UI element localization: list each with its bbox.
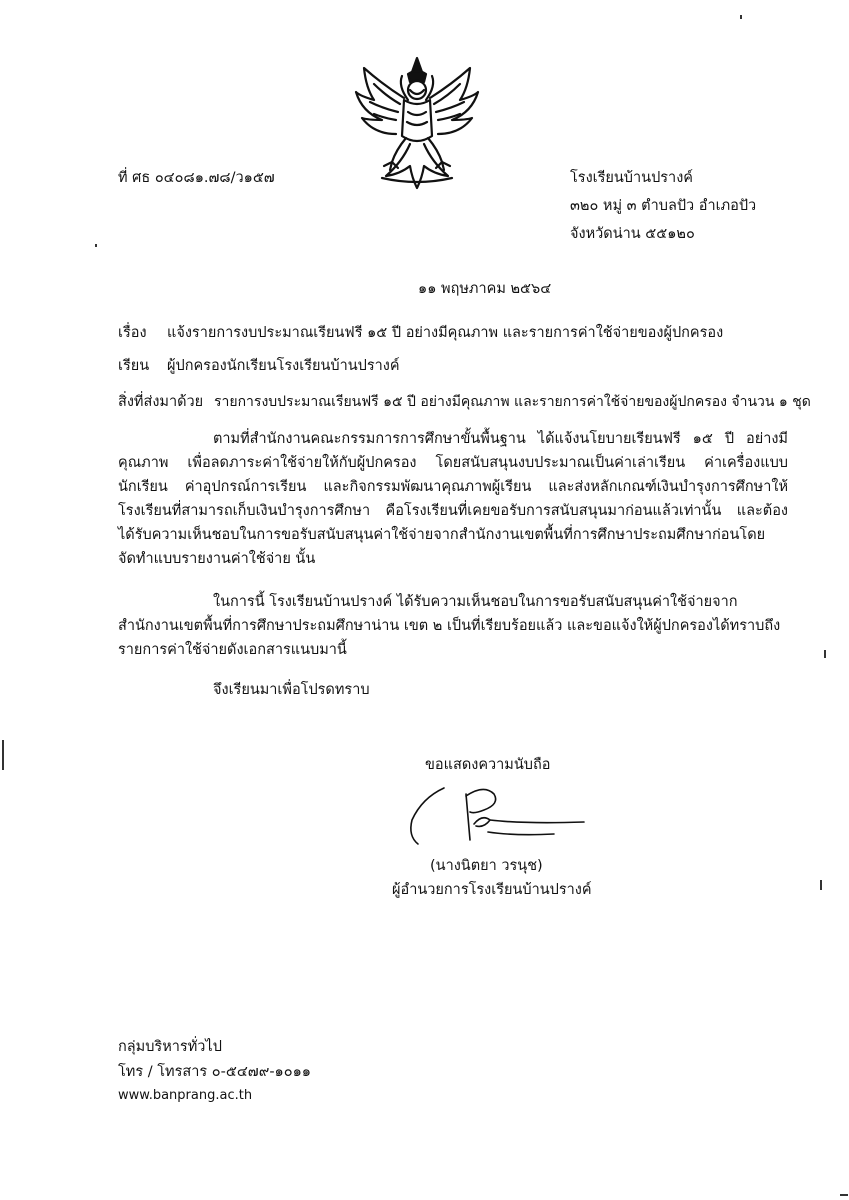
footer-phone-fax: โทร / โทรสาร ๐-๕๔๗๙-๑๐๑๑ [118, 1064, 312, 1080]
school-address-line: ๓๒๐ หมู่ ๓ ตำบลปัว อำเภอปัว [570, 198, 757, 214]
scan-speck [740, 15, 742, 19]
scan-speck [95, 244, 97, 247]
school-name: โรงเรียนบ้านปรางค์ [570, 170, 693, 186]
signer-name: (นางนิตยา วรนุช) [430, 858, 543, 874]
footer-department: กลุ่มบริหารทั่วไป [118, 1039, 222, 1055]
paragraph-line: สำนักงานเขตพื้นที่การศึกษาประถมศึกษาน่าน เขต ๒ เป็นที่เรียบร้อยแล้ว และขอแจ้งให้ผู้ปกครองได้ทราบถึง [118, 618, 781, 634]
school-province-line: จังหวัดน่าน ๕๕๑๒๐ [570, 226, 695, 242]
letter-date: ๑๑ พฤษภาคม ๒๕๖๔ [418, 281, 552, 297]
recipient-label: เรียน [118, 358, 150, 374]
paragraph-line: นักเรียน ค่าอุปกรณ์การเรียน และกิจกรรมพัฒนาคุณภาพผู้เรียน และส่งหลักเกณฑ์เงินบำรุงการศึกษาให้ [118, 479, 788, 495]
footer-website: www.banprang.ac.th [118, 1088, 253, 1103]
garuda-emblem-icon [352, 54, 482, 194]
paragraph-line: รายการค่าใช้จ่ายดังเอกสารแนบมานี้ [118, 642, 347, 658]
enclosure-text: รายการงบประมาณเรียนฟรี ๑๕ ปี อย่างมีคุณภาพ และรายการค่าใช้จ่ายของผู้ปกครอง จำนวน ๑ ชุด [214, 394, 811, 410]
paragraph-line: จัดทำแบบรายงานค่าใช้จ่าย นั้น [118, 551, 316, 567]
scan-speck [824, 650, 826, 658]
reference-number: ที่ ศธ ๐๔๐๘๑.๗๘/ว๑๕๗ [118, 170, 275, 186]
paragraph-line: ตามที่สำนักงานคณะกรรมการการศึกษาขั้นพื้นฐาน ได้แจ้งนโยบายเรียนฟรี ๑๕ ปี อย่างมี [213, 431, 788, 447]
paragraph-line: คุณภาพ เพื่อลดภาระค่าใช้จ่ายให้กับผู้ปกครอง โดยสนับสนุนงบประมาณเป็นค่าเล่าเรียน ค่าเครื่องแบบ [118, 455, 788, 471]
body-paragraph-1 [118, 427, 788, 571]
enclosure-label: สิ่งที่ส่งมาด้วย [118, 394, 204, 410]
handwritten-signature-icon [404, 780, 594, 852]
subject-label: เรื่อง [118, 325, 147, 341]
paragraph-line: ได้รับความเห็นชอบในการขอรับสนับสนุนค่าใช้จ่ายจากสำนักงานเขตพื้นที่การศึกษาประถมศึกษาก่อนโดย [118, 527, 766, 543]
signer-position: ผู้อำนวยการโรงเรียนบ้านปรางค์ [392, 882, 592, 898]
body-paragraph-2 [118, 590, 788, 662]
recipient-text: ผู้ปกครองนักเรียนโรงเรียนบ้านปรางค์ [167, 358, 400, 374]
scan-speck [820, 880, 822, 890]
scan-speck [840, 1194, 848, 1196]
subject-text: แจ้งรายการงบประมาณเรียนฟรี ๑๕ ปี อย่างมีคุณภาพ และรายการค่าใช้จ่ายของผู้ปกครอง [167, 325, 724, 341]
salutation: ขอแสดงความนับถือ [425, 757, 551, 773]
paragraph-line: โรงเรียนที่สามารถเก็บเงินบำรุงการศึกษา คือโรงเรียนที่เคยขอรับการสนับสนุนมาก่อนแล้วเท่านั้น และต้อง [118, 503, 788, 519]
scan-speck [2, 740, 4, 770]
closing-line: จึงเรียนมาเพื่อโปรดทราบ [213, 682, 370, 698]
paragraph-line: ในการนี้ โรงเรียนบ้านปรางค์ ได้รับความเห็นชอบในการขอรับสนับสนุนค่าใช้จ่ายจาก [213, 594, 738, 610]
